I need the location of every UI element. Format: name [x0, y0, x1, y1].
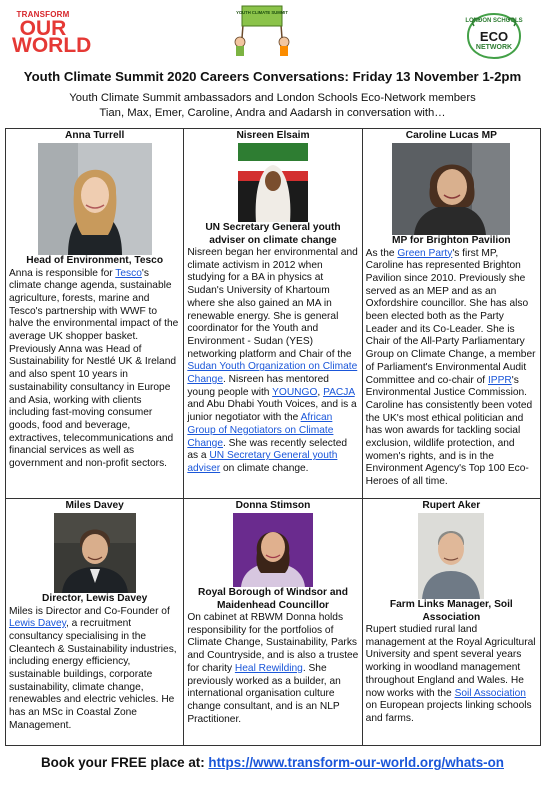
pacja-link[interactable]: PACJA	[323, 386, 355, 398]
speaker-role: MP for Brighton Pavilion	[391, 235, 511, 246]
bio-text: . She previously worked as a builder, an international organisation culture change consultant, and is an NLP Practitioner.	[187, 662, 341, 725]
speaker-bio	[366, 248, 537, 489]
bio-text: Anna is responsible for	[9, 267, 116, 279]
green-party-link[interactable]: Green Party	[397, 247, 453, 259]
speaker-role: Farm Links Manager, Soil Association	[389, 599, 513, 623]
speaker-bio	[187, 612, 358, 726]
bio-text: As the	[365, 247, 398, 259]
speaker-card-caroline-lucas	[362, 129, 540, 499]
youngo-link[interactable]: YOUNGO	[272, 386, 318, 398]
footer-label: Book your FREE place at:	[41, 755, 209, 770]
speaker-name: Caroline Lucas MP	[405, 130, 497, 141]
speaker-role: Royal Borough of Windsor and Maidenhead Councillor	[198, 587, 348, 611]
bio-text: , a recruitment consultancy specialising in the Cleantech & Sustainability industries, including energy efficiency, sustainable buildings, corporate sustainability, climate change, renewables and electric vehicles. He has an MSc in Coastal Zone Management.	[9, 618, 177, 731]
bio-text: Nisreen began her environmental and climate activism in 2012 when studying for a BA in physics at Sudan's University of Khartoum where she also gained an MA in renewable energy. She is general coordinator for the Youth and Environment - Sudan (YES) networking platform and Chair of the	[187, 247, 358, 360]
speaker-name: Anna Turrell	[65, 130, 125, 141]
speaker-card-anna-turrell	[6, 129, 184, 499]
speaker-name: Nisreen Elsaim	[236, 130, 310, 141]
speaker-photo	[392, 143, 510, 235]
speaker-card-donna-stimson	[184, 499, 362, 746]
logo-right-line1: LONDON SCHOOLS	[465, 18, 523, 24]
speaker-bio	[187, 247, 358, 476]
speaker-bio	[9, 268, 180, 471]
logo-right-line2: ECO	[479, 29, 509, 44]
un-youth-adviser-link[interactable]: UN Secretary General youth adviser	[187, 450, 338, 474]
bio-text: 's Environmental Justice Commission. Caroline has consistently been voted the UK's most ethical politician and has won awards for tackling social exclusion, wildlife protection, and women's rights, and is in the Environment Agency's Top 100 Eco-Heroes of all time.	[365, 374, 533, 488]
bio-text: On cabinet at RBWM Donna holds responsibility for the portfolios of Climate Change, Sustainability, Parks and Countryside, and is also a trustee for charity	[187, 612, 359, 674]
african-group-link[interactable]: African Group of Negotiators on Climate Change	[187, 412, 334, 449]
tesco-link[interactable]: Tesco	[115, 267, 142, 279]
bio-text: 's first MP, Caroline has represented Brighton Pavilion since 2010. Previously she served as an MEP and as an Oxfordshire councillor. She has also been elected both as the Party Leader and its Co-Leader. She is Chair of the All-Party Parliamentary Group on Climate Change, a member of Parliament's Environmental Audit Committee and co-chair of	[365, 247, 536, 386]
bio-text: and Abu Dhabi Youth Voices, and is a junior negotiator with the	[187, 399, 357, 424]
speaker-name: Miles Davey	[65, 500, 124, 511]
speaker-name: Donna Stimson	[235, 500, 311, 511]
logo-left-line2	[12, 17, 92, 57]
transform-our-world-logo	[12, 10, 92, 57]
logo-center-text: YOUTH CLIMATE SUMMIT	[236, 10, 288, 15]
intro-text	[0, 91, 545, 120]
bio-text: Rupert studied rural land management at the Royal Agricultural University and spent several years working in woodland management throughout England and Wales. He now works with the	[365, 624, 536, 699]
soil-association-link[interactable]: Soil Association	[454, 687, 526, 699]
logo-left-line1: TRANSFORM	[16, 10, 70, 19]
sudan-youth-org-link[interactable]: Sudan Youth Organization on Climate Change	[187, 361, 358, 386]
logo-left-world: WORLD	[12, 34, 92, 57]
intro-line-2: Tian, Max, Emer, Caroline, Andra and Aadarsh in conversation with…	[99, 106, 446, 119]
speaker-grid	[5, 128, 541, 746]
logo-left-our: OUR	[19, 17, 67, 40]
lewis-davey-link[interactable]: Lewis Davey	[9, 618, 66, 630]
booking-link[interactable]: https://www.transform-our-world.org/whats-on	[208, 755, 504, 770]
youth-climate-summit-logo	[226, 2, 298, 58]
bio-text: ,	[317, 386, 324, 398]
speaker-role: Director, Lewis Davey	[42, 593, 148, 604]
page-title: Youth Climate Summit 2020 Careers Conversations: Friday 13 November 1-2pm	[23, 69, 522, 84]
speaker-photo	[238, 143, 308, 222]
speaker-bio	[366, 624, 537, 726]
bio-text: . Nisreen has mentored young people with	[187, 374, 329, 398]
speaker-role: UN Secretary General youth adviser on climate change	[205, 222, 341, 246]
speaker-photo	[54, 513, 136, 593]
booking-footer	[0, 755, 545, 770]
bio-text: on climate change.	[220, 462, 309, 474]
speaker-name: Rupert Aker	[422, 500, 481, 511]
logo-right-line3: NETWORK	[475, 44, 513, 51]
speaker-bio	[9, 606, 180, 733]
bio-text: 's climate change agenda, sustainable agriculture, forests, marine and Tesco's partnership with WWF to halve the environmental impact of the average UK shopper basket. Previously Anna was Head of Sustainability for Nestlé UK & Ireland and also spent 10 years in sustainability consultancy in Europe and Asia, working with clients including fast-moving consumer goods, food and beverage, extractives, telecommunications and financial services as well as government and non-profit sectors.	[9, 267, 179, 470]
speaker-card-rupert-aker	[362, 499, 540, 746]
ippr-link[interactable]: IPPR	[487, 374, 512, 386]
speaker-role: Head of Environment, Tesco	[26, 255, 164, 266]
speaker-card-nisreen-elsaim	[184, 129, 362, 499]
bio-text: on European projects linking schools and farms.	[365, 700, 532, 724]
heal-rewilding-link[interactable]: Heal Rewilding	[234, 662, 303, 674]
speaker-photo	[418, 513, 484, 599]
intro-line-1: Youth Climate Summit ambassadors and London Schools Eco-Network members	[69, 92, 476, 104]
bio-text: . She was recently selected as a	[187, 437, 348, 462]
london-schools-eco-network-logo	[464, 10, 524, 62]
bio-text: Miles is Director and Co-Founder of	[9, 605, 170, 617]
speaker-photo	[38, 143, 152, 255]
speaker-photo	[233, 513, 313, 587]
speaker-card-miles-davey	[6, 499, 184, 746]
